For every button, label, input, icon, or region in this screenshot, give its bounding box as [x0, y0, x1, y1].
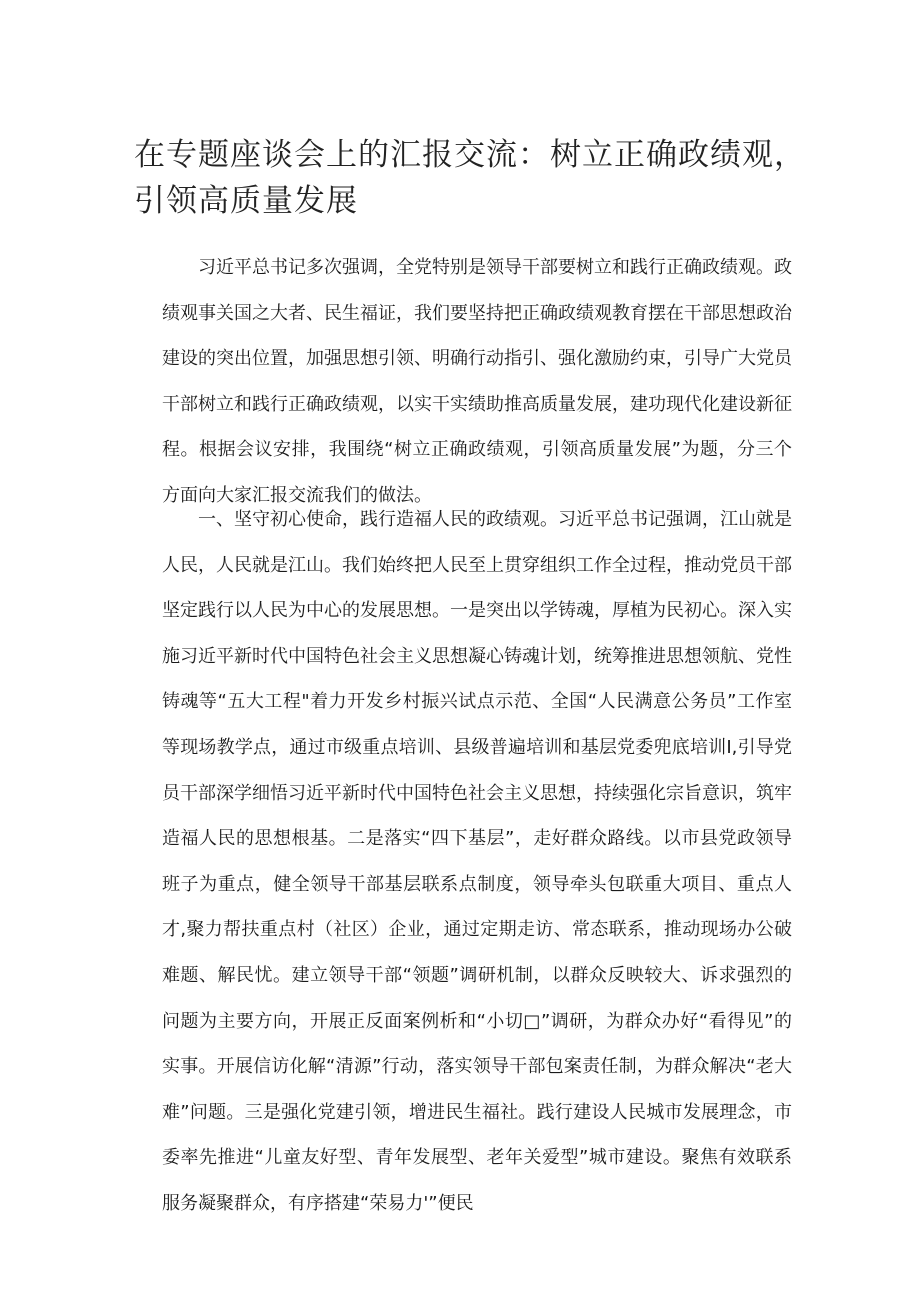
document-title: 在专题座谈会上的汇报交流：树立正确政绩观，引领高质量发展 [134, 137, 806, 219]
paragraph-section-one: 一、坚守初心使命，践行造福人民的政绩观。习近平总书记强调，江山就是人民，人民就是江山。我们始终把人民至上贯穿组织工作全过程，推动党员干部坚定践行以人民为中心的发展思想。一是突出以学铸魂，厚植为民初心。深入实施习近平新时代中国特色社会主义思想凝心铸魂计划，统筹推进思想领航、党性铸魂等“五大工程"着力开发乡村振兴试点示范、全国“人民满意公务员”工作室等现场教学点，通过市级重点培训、县级普遍培训和基层党委兜底培训I,引导党员干部深学细悟习近平新时代中国特色社会主义思想，持续强化宗旨意识，筑牢造福人民的思想根基。二是落实“四下基层”，走好群众路线。以市县党政领导班子为重点，健全领导干部基层联系点制度，领导牵头包联重大项目、重点人才,聚力帮扶重点村（社区）企业，通过定期走访、常态联系，推动现场办公破难题、解民忧。建立领导干部“领题”调研机制，以群众反映较大、诉求强烈的问题为主要方向，开展正反面案例析和“小切□”调研，为群众办好“看得见”的实事。开展信访化解“清源”行动，落实领导干部包案责任制，为群众解决“老大难”问题。三是强化党建引领，增进民生福社。践行建设人民城市发展理念，市委率先推进“儿童友好型、青年发展型、老年关爱型”城市建设。聚焦有效联系服务凝聚群众，有序搭建“荣易力'”便民 [162, 509, 792, 1214]
paragraph-intro: 习近平总书记多次强调，全党特别是领导干部要树立和践行正确政绩观。政绩观事关国之大者、民生福证，我们要坚持把正确政绩观教育摆在干部思想政治建设的突出位置，加强思想引领、明确行动指引、强化激励约束，引导广大党员干部树立和践行正确政绩观，以实干实绩助推高质量发展，建功现代化建设新征程。根据会议安排，我围绕“树立正确政绩观，引领高质量发展”为题，分三个方面向大家汇报交流我们的做法。 [162, 257, 792, 506]
